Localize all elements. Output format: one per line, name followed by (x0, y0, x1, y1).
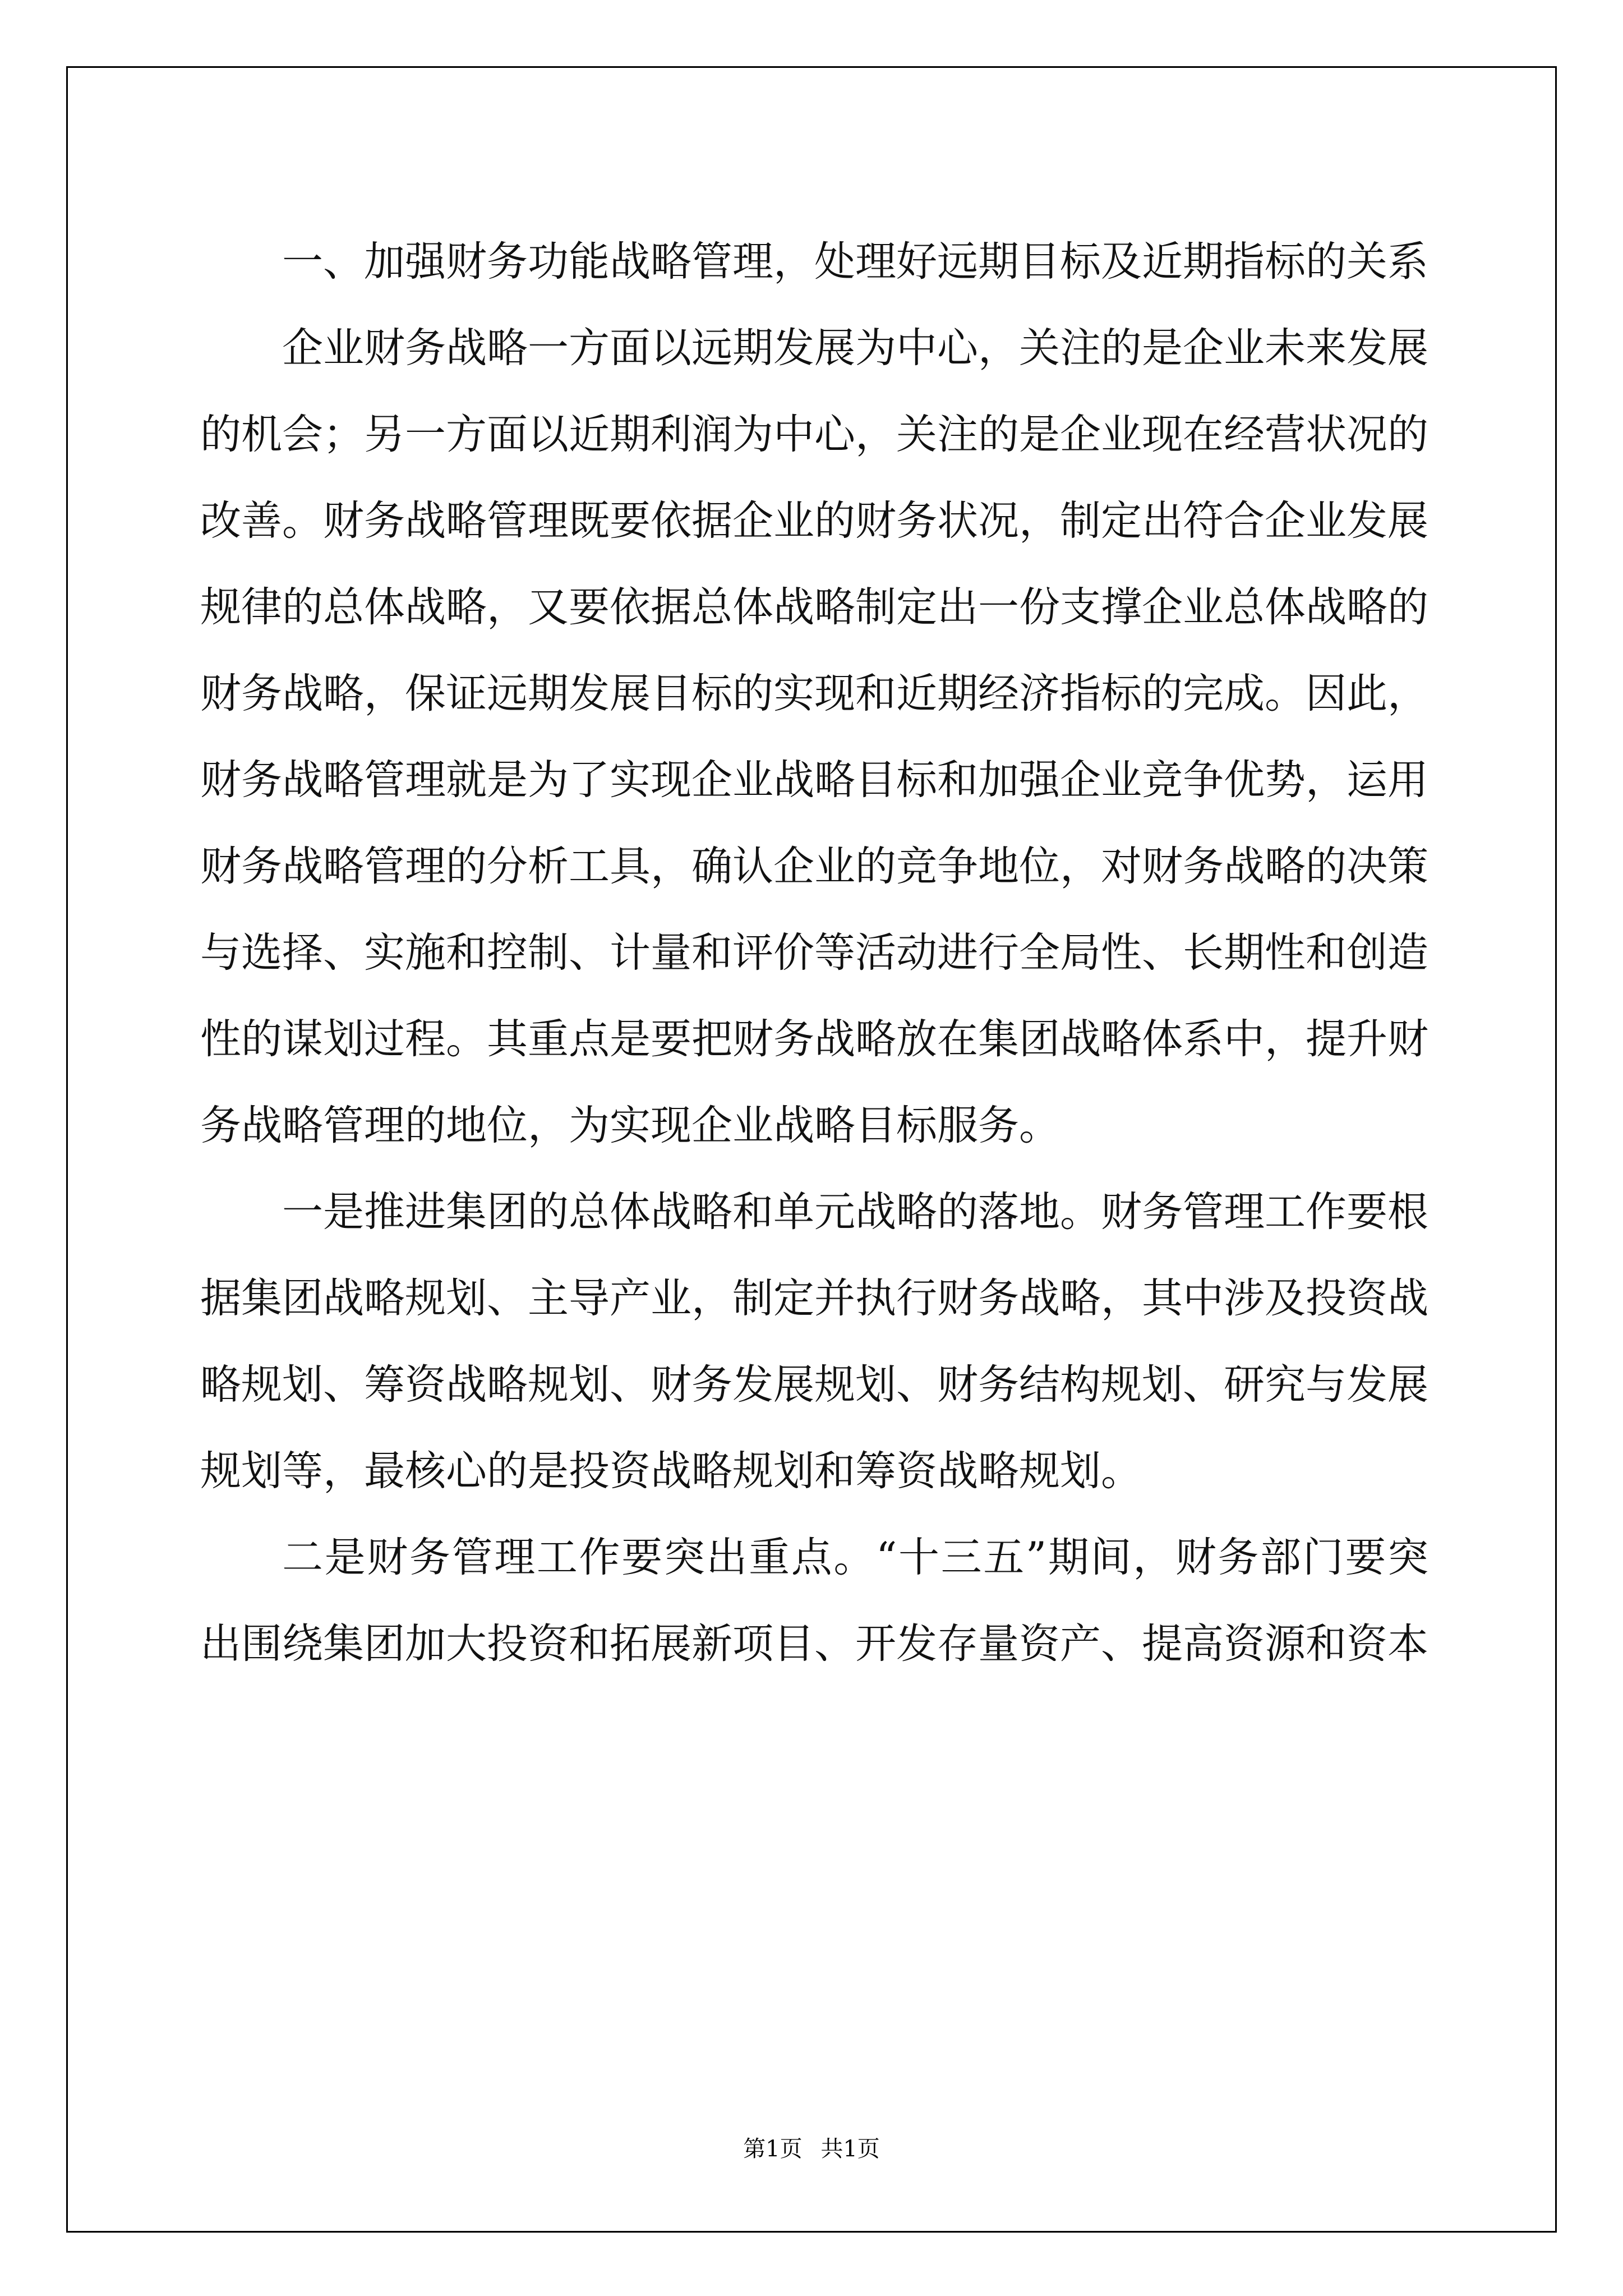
page-number: 第1页 (743, 2136, 803, 2162)
body-paragraph-3: 二是财务管理工作要突出重点。“十三五”期间，财务部门要突出围绕集团加大投资和拓展新项目、开发存量资产、提高资源和资本 (200, 1534, 1428, 1668)
page-footer (0, 2135, 1623, 2163)
document-body (200, 219, 1428, 1687)
page-total: 共1页 (820, 2136, 880, 2162)
body-paragraph-2: 一是推进集团的总体战略和单元战略的落地。财务管理工作要根据集团战略规划、主导产业，制定并执行财务战略，其中涉及投资战略规划、筹资战略规划、财务发展规划、财务结构规划、研究与发展规划等，最核心的是投资战略规划和筹资战略规划。 (200, 1188, 1428, 1495)
section-heading: 一、加强财务功能战略管理，处理好远期目标及近期指标的关系 (282, 238, 1428, 286)
body-paragraph-1: 企业财务战略一方面以远期发展为中心，关注的是企业未来发展的机会；另一方面以近期利润为中心，关注的是企业现在经营状况的改善。财务战略管理既要依据企业的财务状况，制定出符合企业发展规律的总体战略，又要依据总体战略制定出一份支撑企业总体战略的财务战略，保证远期发展目标的实现和近期经济指标的完成。因此，财务战略管理就是为了实现企业战略目标和加强企业竞争优势，运用财务战略管理的分析工具，确认企业的竞争地位，对财务战略的决策与选择、实施和控制、计量和评价等活动进行全局性、长期性和创造性的谋划过程。其重点是要把财务战略放在集团战略体系中，提升财务战略管理的地位，为实现企业战略目标服务。 (200, 324, 1428, 1149)
